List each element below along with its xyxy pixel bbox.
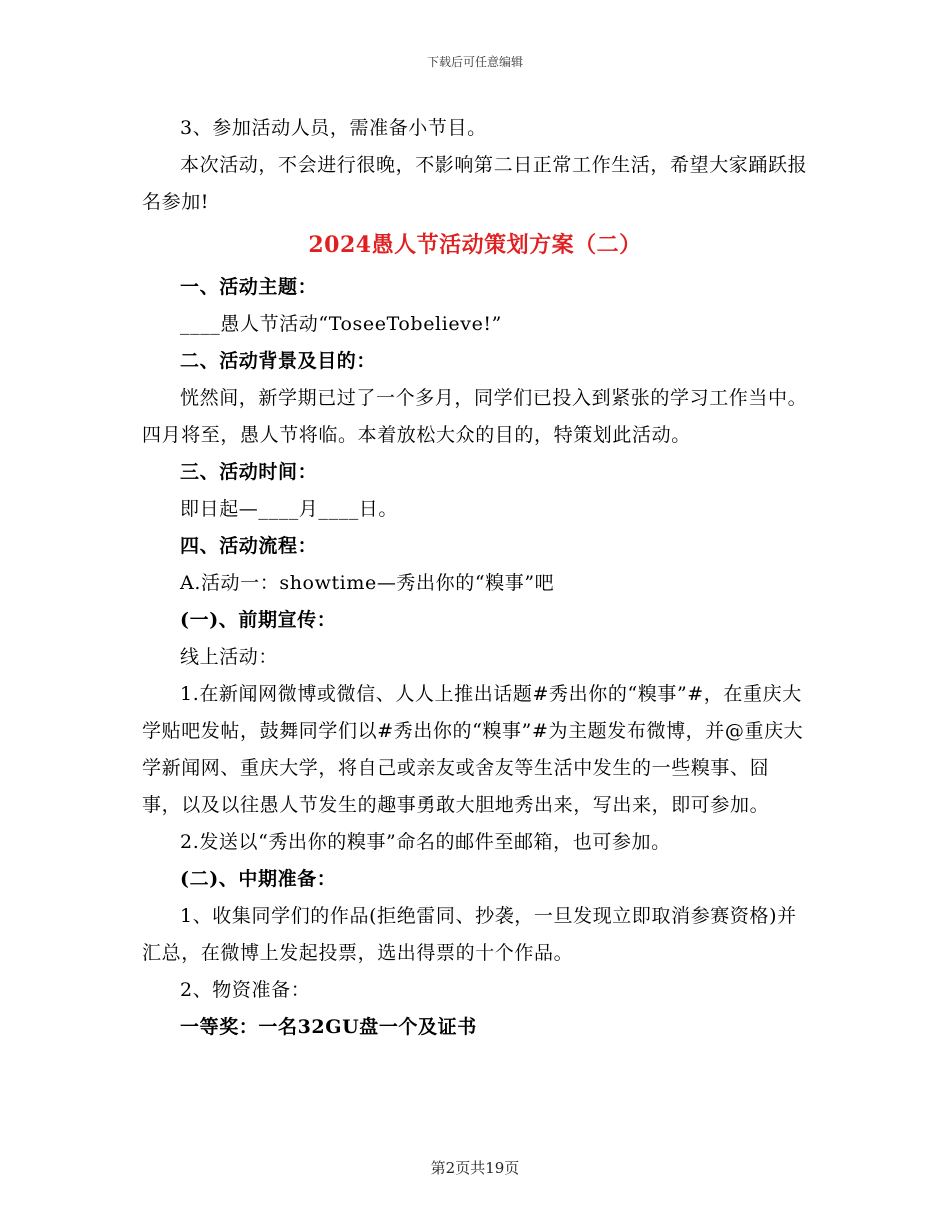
paragraph-email: 2.发送以“秀出你的糗事”命名的邮件至邮箱，也可参加。 xyxy=(180,831,671,853)
section-title: 2024愚人节活动策划方案（二） xyxy=(308,232,642,258)
document-body xyxy=(142,110,808,1046)
heading-process: 四、活动流程： xyxy=(180,535,318,557)
paragraph-time: 即日起—____月____日。 xyxy=(180,498,399,520)
header-note: 下载后可任意编辑 xyxy=(426,55,523,69)
paragraph-supplies: 2、物资准备： xyxy=(180,979,311,1001)
page-number: 第2页共19页 xyxy=(430,1159,520,1177)
paragraph-background: 恍然间，新学期已过了一个多月，同学们已投入到紧张的学习工作当中。四月将至，愚人节将临。本着放松大众的目的，特策划此活动。 xyxy=(142,387,808,446)
paragraph-activity-one: A.活动一：showtime—秀出你的“糗事”吧 xyxy=(180,572,555,594)
heading-time: 三、活动时间： xyxy=(180,461,318,483)
paragraph-theme: ____愚人节活动“ToseeTobelieve!” xyxy=(180,313,502,335)
paragraph-first-prize: 一等奖：一名32GU盘一个及证书 xyxy=(180,1016,477,1038)
paragraph-online: 线上活动： xyxy=(180,646,279,668)
paragraph-closing-notice: 本次活动，不会进行很晚，不影响第二日正常工作生活，希望大家踊跃报名参加! xyxy=(142,154,808,213)
heading-theme: 一、活动主题： xyxy=(180,276,318,298)
heading-preparation: (二)、中期准备： xyxy=(180,868,337,890)
paragraph-item-3: 3、参加活动人员，需准备小节目。 xyxy=(180,117,487,139)
paragraph-weibo: 1.在新闻网微博或微信、人人上推出话题#秀出你的“糗事”#，在重庆大学贴吧发帖，鼓舞同学们以#秀出你的“糗事”#为主题发布微博，并@重庆大学新闻网、重庆大学，将自己或亲友或舍友等生活中发生的一些糗事、囧事，以及以往愚人节发生的趣事勇敢大胆地秀出来，写出来，即可参加。 xyxy=(142,683,804,816)
paragraph-collect: 1、收集同学们的作品(拒绝雷同、抄袭，一旦发现立即取消参赛资格)并汇总，在微博上发起投票，选出得票的十个作品。 xyxy=(142,905,797,964)
heading-background: 二、活动背景及目的： xyxy=(180,350,377,372)
heading-promotion: (一)、前期宣传： xyxy=(180,609,337,631)
